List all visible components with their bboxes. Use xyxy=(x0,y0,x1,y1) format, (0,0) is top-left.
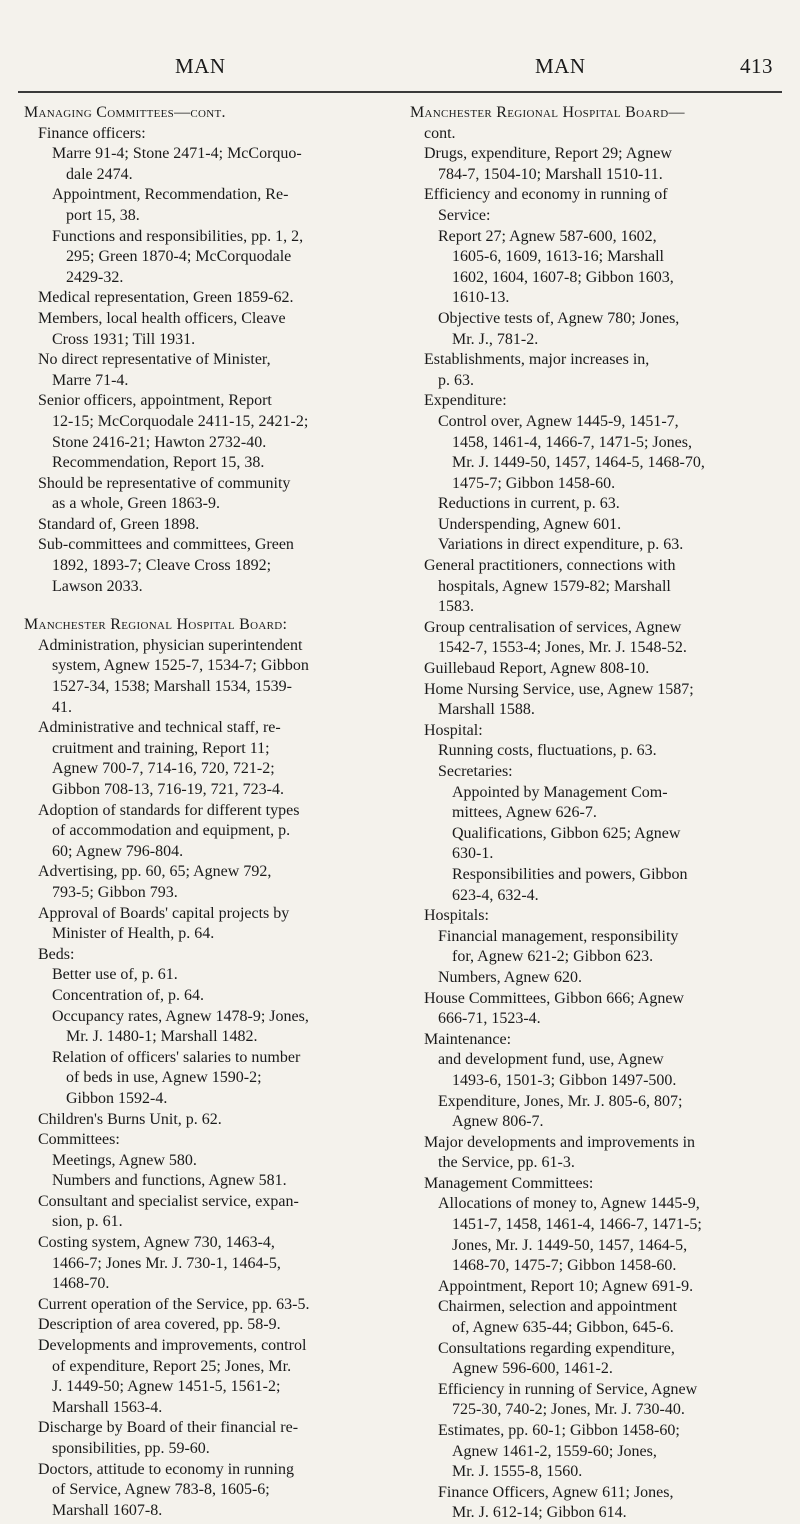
index-line: Reductions in current, p. 63. xyxy=(438,495,620,513)
index-line: Numbers and functions, Agnew 581. xyxy=(52,1172,287,1190)
index-line: of beds in use, Agnew 1590-2; xyxy=(66,1069,262,1087)
index-line: Establishments, major increases in, xyxy=(424,351,650,369)
index-line: of accommodation and equipment, p. xyxy=(52,822,291,840)
index-line: Lawson 2033. xyxy=(52,577,143,595)
index-line: as a whole, Green 1863-9. xyxy=(52,495,220,513)
index-line: 60; Agnew 796-804. xyxy=(52,842,184,860)
index-line: 784-7, 1504-10; Marshall 1510-11. xyxy=(438,165,663,183)
index-line: Gibbon 1592-4. xyxy=(66,1089,168,1107)
index-line: Report 27; Agnew 587-600, 1602, xyxy=(438,227,657,245)
index-line: Meetings, Agnew 580. xyxy=(52,1151,197,1169)
index-column-right xyxy=(410,103,782,1524)
index-line: Members, local health officers, Cleave xyxy=(38,309,286,327)
index-line: Expenditure, Jones, Mr. J. 805-6, 807; xyxy=(438,1092,683,1110)
index-line: Hospital: xyxy=(424,721,483,739)
index-line: system, Agnew 1525-7, 1534-7; Gibbon xyxy=(52,657,309,675)
index-line: 666-71, 1523-4. xyxy=(438,1010,541,1028)
index-line: Appointment, Recommendation, Re- xyxy=(52,186,289,204)
index-line: Chairmen, selection and appointment xyxy=(438,1298,678,1316)
index-line: Financial management, responsibility xyxy=(438,927,679,945)
index-line: Appointed by Management Com- xyxy=(452,783,668,801)
index-line: Mr. J., 781-2. xyxy=(452,330,539,348)
index-line: General practitioners, connections with xyxy=(424,557,676,575)
index-line: Maintenance: xyxy=(424,1030,512,1048)
index-line: Minister of Health, p. 64. xyxy=(52,925,215,943)
index-line: Finance officers: xyxy=(38,124,146,142)
index-line: Approval of Boards' capital projects by xyxy=(38,904,290,922)
index-line: Efficiency in running of Service, Agnew xyxy=(438,1380,698,1398)
index-line: Agnew 1461-2, 1559-60; Jones, xyxy=(452,1442,657,1460)
index-line: 1610-13. xyxy=(452,289,510,307)
index-line: Marre 91-4; Stone 2471-4; McCorquo- xyxy=(52,145,302,163)
index-line: Service: xyxy=(438,206,491,224)
index-line: Consultant and specialist service, expan- xyxy=(38,1192,299,1210)
index-line: Adoption of standards for different types xyxy=(38,801,300,819)
running-head-right: MAN xyxy=(535,54,586,78)
index-line: 623-4, 632-4. xyxy=(452,886,539,904)
index-line: Stone 2416-21; Hawton 2732-40. xyxy=(52,433,267,451)
index-line: 295; Green 1870-4; McCorquodale xyxy=(66,248,292,266)
index-line: 1493-6, 1501-3; Gibbon 1497-500. xyxy=(452,1071,677,1089)
index-line: Hospitals: xyxy=(424,907,489,925)
index-line: Costing system, Agnew 730, 1463-4, xyxy=(38,1234,275,1252)
index-line: Should be representative of community xyxy=(38,474,291,492)
index-line: Better use of, p. 61. xyxy=(52,966,178,984)
index-line: Concentration of, p. 64. xyxy=(52,986,204,1004)
index-line: Management Committees: xyxy=(424,1174,594,1192)
index-line: Drugs, expenditure, Report 29; Agnew xyxy=(424,145,672,163)
index-line: Underspending, Agnew 601. xyxy=(438,515,622,533)
index-line: Allocations of money to, Agnew 1445-9, xyxy=(438,1195,700,1213)
index-line: Jones, Mr. J. 1449-50, 1457, 1464-5, xyxy=(452,1236,688,1254)
index-line: Agnew 596-600, 1461-2. xyxy=(452,1360,613,1378)
index-line: Manchester Regional Hospital Board— xyxy=(410,104,685,121)
index-line: Beds: xyxy=(38,945,75,963)
index-line: Finance Officers, Agnew 611; Jones, xyxy=(438,1483,674,1501)
index-line: 1605-6, 1609, 1613-16; Marshall xyxy=(452,248,664,266)
index-line: Cross 1931; Till 1931. xyxy=(52,330,196,348)
index-line: hospitals, Agnew 1579-82; Marshall xyxy=(438,577,671,595)
index-line: Administration, physician superintendent xyxy=(38,636,303,654)
index-line: p. 63. xyxy=(438,371,474,389)
index-line: Advertising, pp. 60, 65; Agnew 792, xyxy=(38,863,272,881)
index-line: mittees, Agnew 626-7. xyxy=(452,804,597,822)
index-line: Objective tests of, Agnew 780; Jones, xyxy=(438,309,680,327)
index-line: Senior officers, appointment, Report xyxy=(38,392,272,410)
index-line: 1451-7, 1458, 1461-4, 1466-7, 1471-5; xyxy=(452,1216,702,1234)
index-line: Consultations regarding expenditure, xyxy=(438,1339,675,1357)
index-line: Variations in direct expenditure, p. 63. xyxy=(438,536,684,554)
index-column-left xyxy=(24,103,389,1521)
index-line: Efficiency and economy in running of xyxy=(424,186,668,204)
index-line: dale 2474. xyxy=(66,165,133,183)
index-line: Functions and responsibilities, pp. 1, 2, xyxy=(52,227,304,245)
index-line: Expenditure: xyxy=(424,392,507,410)
index-line: 725-30, 740-2; Jones, Mr. J. 730-40. xyxy=(452,1401,685,1419)
index-line: Home Nursing Service, use, Agnew 1587; xyxy=(424,680,694,698)
index-line: J. 1449-50; Agnew 1451-5, 1561-2; xyxy=(52,1378,281,1396)
index-line: Children's Burns Unit, p. 62. xyxy=(38,1110,222,1128)
index-line: Appointment, Report 10; Agnew 691-9. xyxy=(438,1277,694,1295)
index-line: Major developments and improvements in xyxy=(424,1133,696,1151)
index-line: of expenditure, Report 25; Jones, Mr. xyxy=(52,1357,292,1375)
index-line: Running costs, fluctuations, p. 63. xyxy=(438,742,657,760)
index-line: Qualifications, Gibbon 625; Agnew xyxy=(452,824,681,842)
index-line: for, Agnew 621-2; Gibbon 623. xyxy=(452,948,654,966)
index-line: the Service, pp. 61-3. xyxy=(438,1154,575,1172)
index-line: Relation of officers' salaries to number xyxy=(52,1048,301,1066)
index-line: 2429-32. xyxy=(66,268,124,286)
index-line: Guillebaud Report, Agnew 808-10. xyxy=(424,660,650,678)
index-line: 12-15; McCorquodale 2411-15, 2421-2; xyxy=(52,412,309,430)
index-line: and development fund, use, Agnew xyxy=(438,1051,664,1069)
index-line: 1475-7; Gibbon 1458-60. xyxy=(452,474,616,492)
index-line: Current operation of the Service, pp. 63-5. xyxy=(38,1295,310,1313)
index-line: Managing Committees—cont. xyxy=(24,104,226,121)
index-line: Marre 71-4. xyxy=(52,371,129,389)
index-line: Manchester Regional Hospital Board: xyxy=(24,616,288,634)
index-line: Description of area covered, pp. 58-9. xyxy=(38,1316,281,1334)
index-line: 1466-7; Jones Mr. J. 730-1, 1464-5, xyxy=(52,1254,281,1272)
index-line: Agnew 700-7, 714-16, 720, 721-2; xyxy=(52,760,275,778)
index-line: 1468-70. xyxy=(52,1275,110,1293)
index-line: Mr. J. 1555-8, 1560. xyxy=(452,1463,583,1481)
index-line: 1892, 1893-7; Cleave Cross 1892; xyxy=(52,557,272,575)
index-line: Marshall 1563-4. xyxy=(52,1398,163,1416)
index-line: Estimates, pp. 60-1; Gibbon 1458-60; xyxy=(438,1422,680,1439)
index-line: Occupancy rates, Agnew 1478-9; Jones, xyxy=(52,1007,309,1025)
index-line: 1542-7, 1553-4; Jones, Mr. J. 1548-52. xyxy=(438,639,687,657)
header-rule xyxy=(18,91,782,93)
index-line: Administrative and technical staff, re- xyxy=(38,719,281,737)
index-line: 1468-70, 1475-7; Gibbon 1458-60. xyxy=(452,1257,677,1275)
index-line: sion, p. 61. xyxy=(52,1213,123,1231)
index-line: No direct representative of Minister, xyxy=(38,351,271,369)
index-line: Recommendation, Report 15, 38. xyxy=(52,454,265,472)
index-line: Mr. J. 1480-1; Marshall 1482. xyxy=(66,1028,258,1046)
index-line: 41. xyxy=(52,698,72,716)
index-line: Developments and improvements, control xyxy=(38,1337,307,1355)
index-line: Gibbon 708-13, 716-19, 721, 723-4. xyxy=(52,781,284,798)
index-line: Sub-committees and committees, Green xyxy=(38,536,294,554)
index-line: of, Agnew 635-44; Gibbon, 645-6. xyxy=(452,1319,674,1337)
index-line: 793-5; Gibbon 793. xyxy=(52,883,178,901)
index-line: 630-1. xyxy=(452,845,494,863)
index-line: Numbers, Agnew 620. xyxy=(438,968,582,986)
index-line: sponsibilities, pp. 59-60. xyxy=(52,1440,210,1457)
index-line: 1583. xyxy=(438,598,474,616)
index-line: Standard of, Green 1898. xyxy=(38,515,200,533)
index-line: Medical representation, Green 1859-62. xyxy=(38,289,294,307)
index-line: 1602, 1604, 1607-8; Gibbon 1603, xyxy=(452,268,674,286)
index-line: cruitment and training, Report 11; xyxy=(52,739,270,757)
index-line: of Service, Agnew 783-8, 1605-6; xyxy=(52,1481,270,1499)
index-line: Committees: xyxy=(38,1131,120,1149)
index-line: 1458, 1461-4, 1466-7, 1471-5; Jones, xyxy=(452,433,692,451)
index-line: port 15, 38. xyxy=(66,206,140,224)
index-line: 1527-34, 1538; Marshall 1534, 1539- xyxy=(52,678,292,696)
index-line: cont. xyxy=(424,124,456,142)
page-number: 413 xyxy=(740,54,773,78)
index-line: Mr. J. 1449-50, 1457, 1464-5, 1468-70, xyxy=(452,454,705,472)
index-line: Control over, Agnew 1445-9, 1451-7, xyxy=(438,412,679,430)
index-line: Mr. J. 612-14; Gibbon 614. xyxy=(452,1504,627,1522)
index-line: Marshall 1607-8. xyxy=(52,1501,163,1519)
index-line: Discharge by Board of their financial re- xyxy=(38,1419,299,1437)
index-line: Responsibilities and powers, Gibbon xyxy=(452,865,688,883)
index-line: Agnew 806-7. xyxy=(452,1113,544,1131)
index-line: Group centralisation of services, Agnew xyxy=(424,618,682,636)
index-line: Marshall 1588. xyxy=(438,701,535,719)
running-head-left: MAN xyxy=(175,54,226,78)
index-line: Secretaries: xyxy=(438,763,513,780)
index-line: House Committees, Gibbon 666; Agnew xyxy=(424,989,684,1007)
index-line: Doctors, attitude to economy in running xyxy=(38,1460,294,1478)
